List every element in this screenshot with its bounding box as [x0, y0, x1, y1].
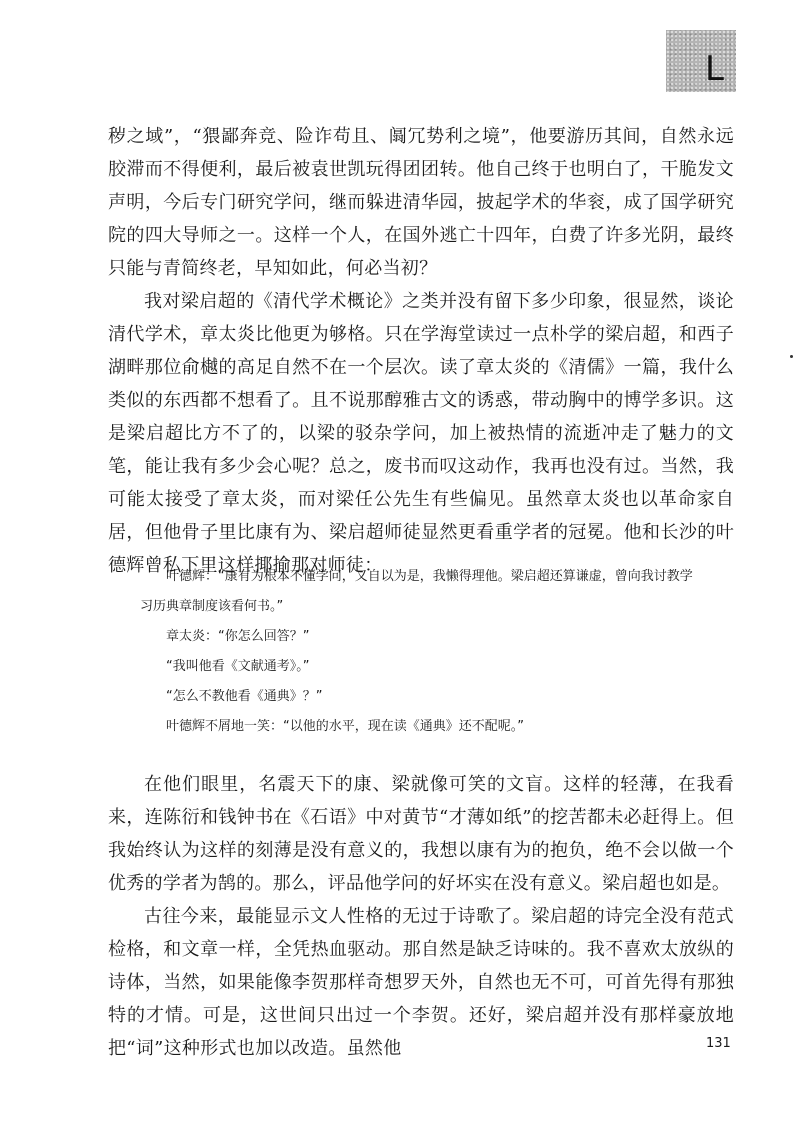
paragraph-continuation: 秽之域”，“猥鄙奔竞、险诈苟且、阘冗势利之境”，他要游历其间，自然永远胶滞而不得便利，最后被袁世凯玩得团团转。他自己终于也明白了，干脆发文声明，今后专门研究学问，继而躲进清华园，披起学术的华衮，成了国学研究院的四大导师之一。这样一个人，在国外逃亡十四年，白费了许多光阴，最终只能与青简终老，早知如此，何必当初？ [108, 126, 734, 279]
quote-line: “我叫他看《文献通考》。” [166, 659, 310, 674]
quote-line: 叶德辉不屑地一笑：“以他的水平，现在读《通典》还不配呢。” [166, 719, 524, 734]
paragraph-frivolity: 在他们眼里，名震天下的康、梁就像可笑的文盲。这样的轻薄，在我看来，连陈衍和钱钟书在《石语》中对黄节“才薄如纸”的挖苦都未必赶得上。但我始终认为这样的刻薄是没有意义的，我想以康有为的抱负，绝不会以做一个优秀的学者为鹄的。那么，评品他学问的好坏实在没有意义。梁启超也如是。 [108, 774, 734, 894]
quote-line: 章太炎：“你怎么回答？” [166, 629, 310, 644]
page-number: 131 [706, 1036, 731, 1051]
quote-line: 叶德辉：“康有为根本不懂学问，又自以为是，我懒得理他。梁启超还算谦虚，曾向我讨教学习历典章制度该看何书。” [140, 569, 693, 614]
quote-line: “怎么不教他看《通典》？” [166, 689, 323, 704]
paragraph-liang-qichao-scholarship: 我对梁启超的《清代学术概论》之类并没有留下多少印象，很显然，谈论清代学术，章太炎比他更为够格。只在学海堂读过一点朴学的梁启超，和西子湖畔那位俞樾的高足自然不在一个层次。读了章太炎的《清儒》一篇，我什么类似的东西都不想看了。且不说那醇雅古文的诱惑，带动胸中的博学多识。这是梁启超比方不了的，以梁的驳杂学问，加上被热情的流逝冲走了魅力的文笔，能让我有多少会心呢？总之，废书而叹这动作，我再也没有过。当然，我可能太接受了章太炎，而对梁任公先生有些偏见。虽然章太炎也以革命家自居，但他骨子里比康有为、梁启超师徒显然更看重学者的冠冕。他和长沙的叶德辉曾私下里这样揶揄那对师徒： [108, 291, 734, 576]
chapter-letter: L [705, 49, 724, 89]
chapter-corner-tab [666, 30, 736, 92]
scan-speck [790, 355, 793, 358]
quoted-dialogue [140, 562, 700, 742]
paragraph-poetry: 古往今来，最能显示文人性格的无过于诗歌了。梁启超的诗完全没有范式检格，和文章一样，全凭热血驱动。那自然是缺乏诗味的。我不喜欢太放纵的诗体，当然，如果能像李贺那样奇想罗天外，自然也无不可，可首先得有那独特的才情。可是，这世间只出过一个李贺。还好，梁启超并没有那样豪放地把“词”这种形式也加以改造。虽然他 [108, 906, 734, 1059]
